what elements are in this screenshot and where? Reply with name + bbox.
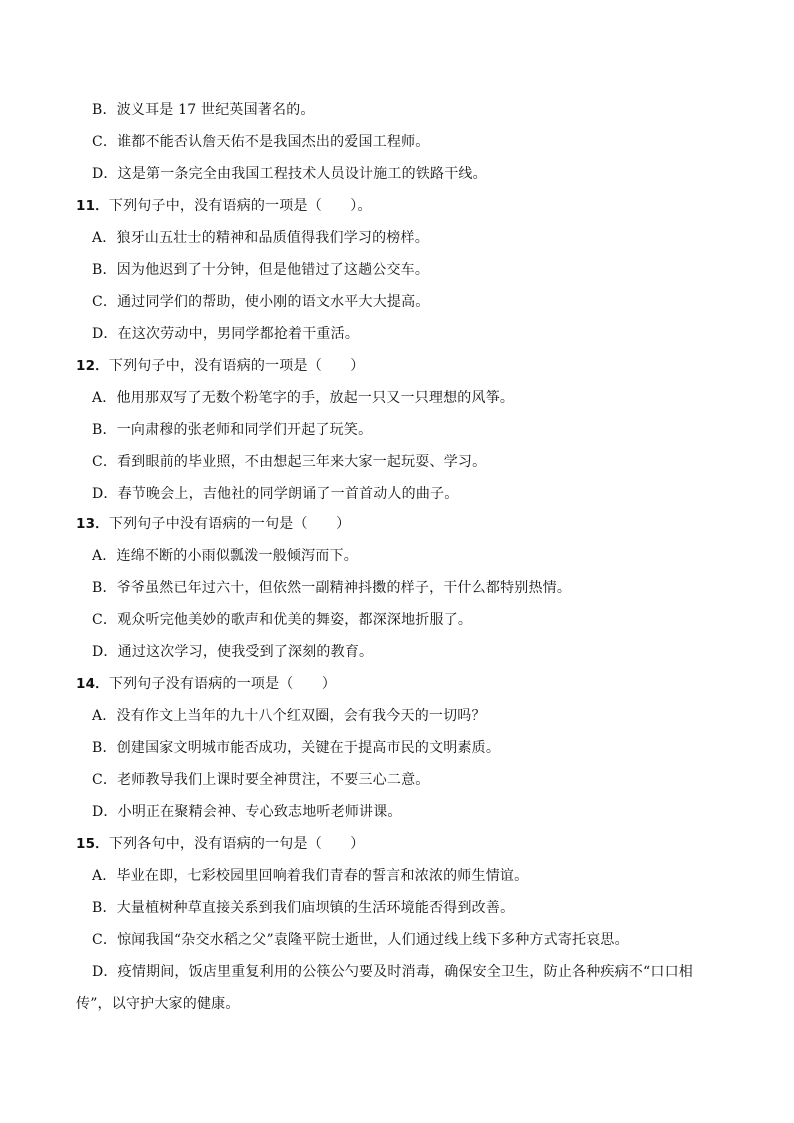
- option-b: B．波义耳是 17 世纪英国著名的。: [92, 102, 315, 118]
- option-c: C．谁都不能否认詹天佑不是我国杰出的爱国工程师。: [92, 134, 430, 150]
- option-d-continuation: 传”，以守护大家的健康。: [76, 996, 240, 1012]
- option-d: D．春节晚会上，吉他社的同学朗诵了一首首动人的曲子。: [92, 486, 459, 502]
- question-15-stem: [76, 834, 365, 854]
- question-text: 下列句子中，没有语病的一项是（ ）: [108, 358, 365, 374]
- option-d: D．小明正在聚精会神、专心致志地听老师讲课。: [92, 804, 402, 820]
- question-number: 15．: [76, 836, 109, 852]
- option-a: A．他用那双写了无数个粉笔字的手，放起一只又一只理想的风筝。: [92, 390, 515, 406]
- option-c: C．惊闻我国“杂交水稻之父”袁隆平院士逝世，人们通过线上线下多种方式寄托哀思。: [92, 932, 629, 948]
- option-c: C．通过同学们的帮助，使小刚的语文水平大大提高。: [92, 294, 430, 310]
- question-text: 下列句子中，没有语病的一项是（ ）。: [108, 198, 372, 214]
- question-12-stem: [76, 356, 365, 376]
- option-b: B．爷爷虽然已年过六十，但依然一副精神抖擞的样子，干什么都特别热情。: [92, 580, 572, 596]
- question-number: 12．: [76, 358, 109, 374]
- question-14-stem: [76, 674, 336, 694]
- question-text: 下列句子中没有语病的一句是（ ）: [108, 516, 351, 532]
- question-number: 14．: [76, 676, 109, 692]
- question-11-stem: [76, 196, 372, 216]
- option-b: B．一向肃穆的张老师和同学们开起了玩笑。: [92, 422, 373, 438]
- question-number: 13．: [76, 516, 109, 532]
- option-b: B．创建国家文明城市能否成功，关键在于提高市民的文明素质。: [92, 740, 501, 756]
- option-a: A．连绵不断的小雨似瓢泼一般倾泻而下。: [92, 548, 358, 564]
- option-a: A．狼牙山五壮士的精神和品质值得我们学习的榜样。: [92, 230, 429, 246]
- question-text: 下列句子没有语病的一项是（ ）: [108, 676, 337, 692]
- option-d: D．疫情期间，饭店里重复利用的公筷公勺要及时消毒，确保安全卫生，防止各种疾病不“口口相: [92, 964, 693, 980]
- option-b: B．因为他迟到了十分钟，但是他错过了这趟公交车。: [92, 262, 430, 278]
- question-13-stem: [76, 514, 350, 534]
- option-d: D．在这次劳动中，男同学都抢着干重活。: [92, 326, 360, 342]
- option-b: B．大量植树种草直接关系到我们庙坝镇的生活环境能否得到改善。: [92, 900, 515, 916]
- option-a: A．毕业在即，七彩校园里回响着我们青春的誓言和浓浓的师生情谊。: [92, 868, 529, 884]
- option-c: C．观众听完他美妙的歌声和优美的舞姿，都深深地折服了。: [92, 612, 473, 628]
- option-d: D．这是第一条完全由我国工程技术人员设计施工的铁路干线。: [92, 166, 487, 182]
- option-c: C．看到眼前的毕业照，不由想起三年来大家一起玩耍、学习。: [92, 454, 487, 470]
- option-d: D．通过这次学习，使我受到了深刻的教育。: [92, 644, 374, 660]
- question-number: 11．: [76, 198, 109, 214]
- option-a: A．没有作文上当年的九十八个红双圈，会有我今天的一切吗？: [92, 708, 486, 724]
- option-c: C．老师教导我们上课时要全神贯注，不要三心二意。: [92, 772, 430, 788]
- question-text: 下列各句中，没有语病的一句是（ ）: [108, 836, 365, 852]
